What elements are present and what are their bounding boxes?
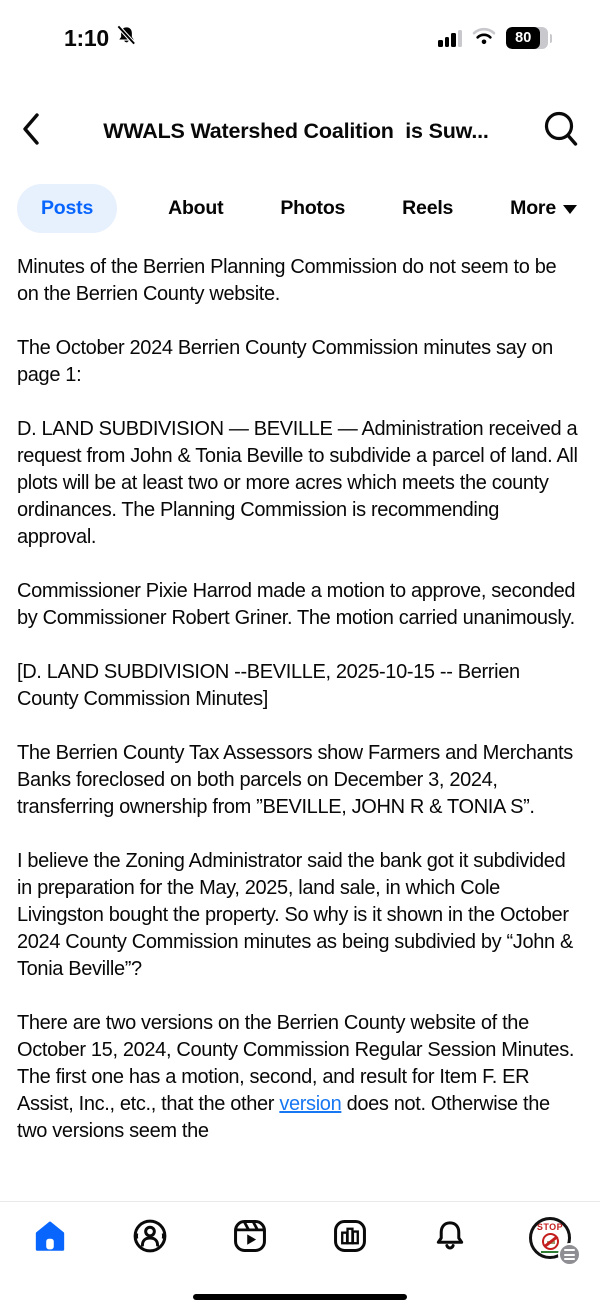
status-left	[64, 24, 138, 52]
post-paragraph: The Berrien County Tax Assessors show Farmers and Merchants Banks foreclosed on both parcels on December 3, 2024, transferring ownership from ”BEVILLE, JOHN R & TONIA S”.	[17, 742, 573, 818]
tab-reels-label: Reels	[402, 196, 454, 219]
post-paragraph	[17, 1010, 583, 1145]
no-sign-icon	[542, 1233, 559, 1250]
cellular-signal-icon	[438, 30, 462, 47]
status-bar	[0, 0, 600, 62]
avatar-stop-text: STOP	[536, 1222, 564, 1232]
post-text: There are two versions on the Berrien County website of the October 15, 2024, County Commission Regular Session Minutes. The first one has a motion, second, and result for Item F. ER Assist, Inc., etc., that the other	[17, 1012, 575, 1115]
nav-profile-button[interactable]	[526, 1214, 574, 1262]
tab-about[interactable]	[162, 184, 229, 233]
wifi-icon	[472, 27, 496, 50]
tab-more-label: More	[510, 196, 556, 219]
bell-slash-icon	[115, 24, 138, 52]
tab-about-label: About	[168, 196, 224, 219]
page-tabs	[0, 178, 600, 238]
friends-icon	[130, 1216, 170, 1261]
tab-posts[interactable]	[17, 184, 117, 233]
nav-notifications-button[interactable]	[426, 1214, 474, 1262]
clock: 1:10	[64, 24, 109, 51]
search-button[interactable]	[536, 109, 580, 153]
menu-badge-icon	[558, 1243, 581, 1266]
avatar-subtext	[541, 1251, 559, 1253]
post-paragraph: D. LAND SUBDIVISION — BEVILLE — Administration received a request from John & Tonia Beville to subdivide a parcel of land. All plots will be at least two or more acres which meets the county ordinances. The Planning Commission is recommending approval.	[17, 418, 578, 548]
nav-video-button[interactable]	[226, 1214, 274, 1262]
bell-icon	[430, 1216, 470, 1261]
post-paragraph: Commissioner Pixie Harrod made a motion to approve, seconded by Commissioner Robert Griner. The motion carried unanimously.	[17, 580, 576, 629]
search-icon	[542, 109, 580, 154]
tab-photos[interactable]	[274, 184, 351, 233]
nav-home-button[interactable]	[26, 1214, 74, 1262]
chevron-down-icon	[563, 205, 577, 214]
tab-photos-label: Photos	[280, 196, 346, 219]
post-paragraph: Minutes of the Berrien Planning Commission do not seem to be on the Berrien County website.	[17, 256, 557, 305]
post-paragraph: The October 2024 Berrien County Commission minutes say on page 1:	[17, 337, 553, 386]
post-paragraph: [D. LAND SUBDIVISION --BEVILLE, 2025-10-15 -- Berrien County Commission Minutes]	[17, 661, 520, 710]
post-paragraph: I believe the Zoning Administrator said the bank got it subdivided in preparation for the May, 2025, land sale, in which Cole Livingston bought the property. So why is it shown in the October 2024 County Commission minutes as being subdivied by “John & Tonia Beville”?	[17, 850, 573, 980]
version-link[interactable]: version	[279, 1093, 342, 1115]
home-indicator[interactable]	[193, 1294, 407, 1300]
nav-friends-button[interactable]	[126, 1214, 174, 1262]
post-text: does not. Otherwise the two versions seem the	[17, 1093, 550, 1142]
tab-reels[interactable]	[396, 184, 459, 233]
home-icon	[30, 1216, 70, 1261]
page-title: WWALS Watershed Coalition is Suw...	[103, 118, 489, 143]
back-button[interactable]	[20, 109, 60, 153]
tab-more[interactable]	[504, 184, 583, 233]
video-icon	[230, 1216, 270, 1261]
post-body	[17, 254, 583, 1201]
tab-posts-label: Posts	[41, 196, 94, 219]
nav-marketplace-button[interactable]	[326, 1214, 374, 1262]
bottom-nav	[0, 1201, 600, 1304]
battery-percent: 80	[506, 27, 540, 49]
battery-icon	[506, 27, 552, 49]
back-chevron-icon	[20, 111, 42, 152]
page-header	[0, 100, 600, 162]
marketplace-icon	[330, 1216, 370, 1261]
status-right	[438, 27, 552, 50]
